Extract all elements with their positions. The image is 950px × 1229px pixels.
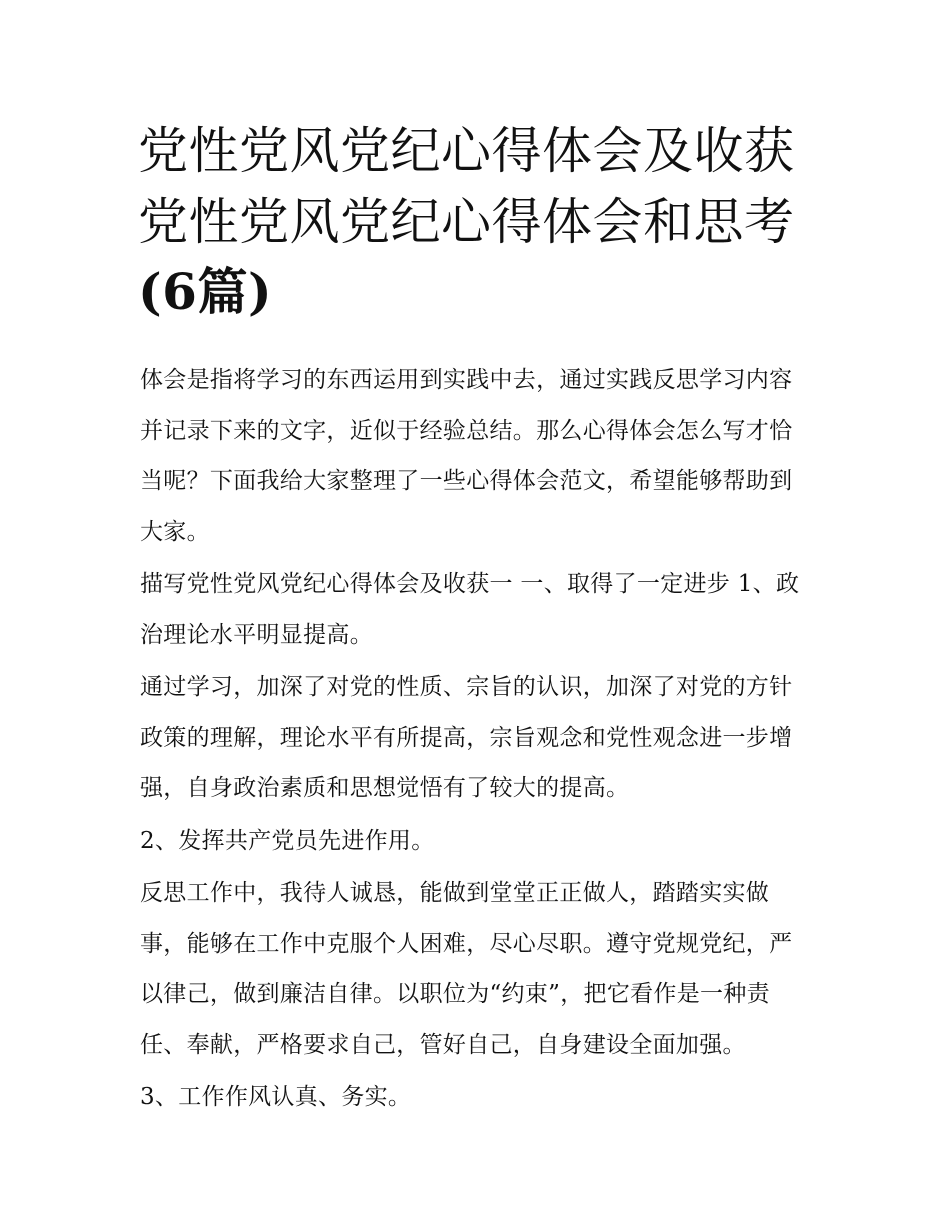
title-line-3: (6篇): [138, 262, 273, 321]
document-title: [138, 116, 818, 328]
paragraph-intro: 体会是指将学习的东西运用到实践中去，通过实践反思学习内容并记录下来的文字，近似于经验总结。那么心得体会怎么写才恰当呢？下面我给大家整理了一些心得体会范文，希望能够帮助到大家。: [140, 367, 793, 545]
paragraph-section-1: 描写党性党风党纪心得体会及收获一 一、取得了一定进步 1、政治理论水平明显提高。: [140, 571, 800, 648]
paragraph-reflection: 反思工作中，我待人诚恳，能做到堂堂正正做人，踏踏实实做事，能够在工作中克服个人困难，尽心尽职。遵守党规党纪，严以律己，做到廉洁自律。以职位为“约束”，把它看作是一种责任、奉献，严格要求自己，管好自己，自身建设全面加强。: [140, 880, 793, 1058]
paragraph-study: 通过学习，加深了对党的性质、宗旨的认识，加深了对党的方针政策的理解，理论水平有所提高，宗旨观念和党性观念进一步增强，自身政治素质和思想觉悟有了较大的提高。: [140, 674, 793, 801]
document-body: [140, 355, 815, 1125]
title-line-1: 党性党风党纪心得体会及收获: [138, 122, 795, 180]
title-line-2: 党性党风党纪心得体会和思考: [138, 192, 795, 251]
paragraph-section-2: 2、发挥共产党员先进作用。: [140, 827, 435, 854]
paragraph-section-3: 3、工作作风认真、务实。: [140, 1084, 412, 1110]
